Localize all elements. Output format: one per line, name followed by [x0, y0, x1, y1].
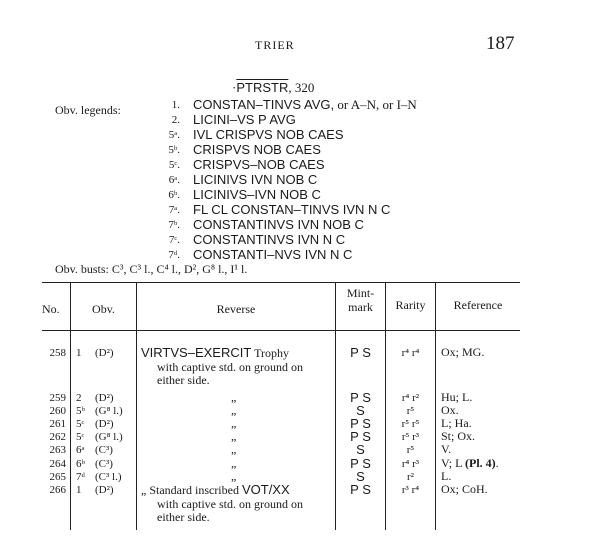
reverse-type: Trophy	[251, 346, 289, 360]
reverse-continuation: either side.	[157, 373, 210, 387]
legend-text: LICINIVS IVN NOB C	[193, 172, 318, 187]
reference-text: V; L	[441, 456, 462, 470]
row-number: 266	[49, 484, 66, 496]
row-number: 259	[49, 392, 66, 404]
plate-reference: (Pl. 4)	[465, 456, 496, 470]
legend-line	[193, 112, 296, 128]
legend-text: CONSTAN–TINVS AVG,	[193, 97, 335, 112]
legend-line	[193, 97, 417, 113]
mint-mark: P S	[350, 416, 371, 431]
rarity: r²	[407, 471, 414, 483]
mint-mark-str: $\overline{STR}$	[262, 80, 289, 95]
reverse-continuation: with captive std. on ground on	[157, 497, 303, 511]
legend-text: CONSTANTINVS IVN N C	[193, 232, 346, 247]
legend-key: 7ᵃ.	[168, 204, 180, 216]
legend-key: 6ᵃ.	[168, 174, 180, 186]
table-header-rule	[42, 330, 520, 331]
legend-text: LICINIVS–IVN NOB C	[193, 187, 321, 202]
legend-text: CRISPVS NOB CAES	[193, 142, 321, 157]
header-reverse: Reverse	[216, 302, 256, 316]
reference-text: L.	[441, 469, 452, 483]
row-number: 263	[49, 444, 66, 456]
mint-mark-date: , 320	[288, 80, 315, 95]
row-number: 265	[49, 471, 66, 483]
obv-legend-ref: 5ᶜ	[76, 418, 85, 430]
mint-mark: S	[356, 442, 365, 457]
mint-mark: P S	[350, 390, 371, 405]
legend-line	[193, 217, 364, 233]
column-divider	[70, 282, 71, 530]
legend-key: 5ᵇ.	[168, 144, 180, 156]
row-number: 264	[49, 458, 66, 470]
ditto-standard: „ Standard inscribed	[141, 483, 242, 497]
legend-key: 5ᵃ.	[168, 129, 180, 141]
obv-legend-ref: 6ᵃ	[76, 444, 85, 456]
mint-mark: S	[356, 403, 365, 418]
rarity: r⁵ r³	[401, 431, 420, 443]
legend-text: IVL CRISPVS NOB CAES	[193, 127, 344, 142]
header-reference: Reference	[453, 298, 503, 312]
rarity: r³ r⁴	[401, 484, 420, 496]
mint-mark: S	[356, 469, 365, 484]
legend-line	[193, 247, 352, 263]
reference-text: Ox.	[441, 403, 459, 417]
obv-bust-ref: (D²)	[95, 392, 114, 404]
legend-line	[193, 157, 325, 173]
mint-mark: P S	[350, 482, 371, 497]
ditto-mark: „	[231, 390, 237, 404]
obv-bust-ref: (C³)	[95, 458, 113, 470]
obv-legend-ref: 6ᵇ	[76, 458, 85, 470]
obv-bust-ref: (G⁸ l.)	[95, 405, 123, 417]
row-number: 258	[49, 347, 66, 359]
obv-bust-ref: (G⁸ l.)	[95, 431, 123, 443]
reference-text: Ox; CoH.	[441, 482, 488, 496]
page-number: 187	[486, 33, 515, 54]
obv-legend-ref: 1	[76, 484, 82, 496]
reference-text: Hu; L.	[441, 390, 473, 404]
ditto-mark: „	[231, 403, 237, 417]
obv-legend-ref: 2	[76, 392, 82, 404]
running-head: TRIER	[255, 38, 295, 52]
legend-line	[193, 232, 345, 248]
header-mintmark: Mint- mark	[346, 286, 375, 314]
column-divider	[136, 282, 137, 530]
obv-legend-ref: 5ᶜ	[76, 431, 85, 443]
reverse-legend: VIRTVS–EXERCIT	[141, 345, 252, 360]
reference-text: L; Ha.	[441, 416, 472, 430]
legend-text: CONSTANTI–NVS IVN N C	[193, 247, 353, 262]
obv-legend-ref: 7ᵈ	[76, 471, 85, 483]
ditto-mark: „	[231, 469, 237, 483]
mint-mark: P S	[350, 456, 371, 471]
header-no: No.	[42, 302, 60, 316]
rarity: r⁴ r²	[401, 392, 420, 404]
legend-key: 5ᶜ.	[168, 159, 180, 171]
reference	[441, 482, 488, 497]
legend-line	[193, 172, 317, 188]
obv-bust-ref: (D²)	[95, 347, 114, 359]
table-top-rule	[42, 282, 520, 283]
legend-key: 7ᶜ.	[168, 234, 180, 246]
legend-variants: or A–N, or I–N	[334, 97, 417, 112]
row-number: 262	[49, 431, 66, 443]
rarity: r⁵	[406, 405, 415, 417]
column-divider	[435, 282, 436, 530]
rarity: r⁵ r⁵	[401, 418, 420, 430]
mint-mark: P S	[350, 429, 371, 444]
legend-line	[193, 127, 344, 143]
legend-text: LICINI–VS P AVG	[193, 112, 296, 127]
rarity: r⁵	[406, 444, 415, 456]
ditto-mark: „	[231, 429, 237, 443]
ditto-mark: „	[231, 442, 237, 456]
mint-mark-line: $\cdot\overline{PTR}\overline{STR}$, 320	[232, 80, 315, 95]
ditto-mark: „	[231, 416, 237, 430]
reverse-continuation: either side.	[157, 510, 210, 524]
reverse-description	[141, 482, 290, 498]
header-obv: Obv.	[92, 302, 115, 316]
reference-text: Ox; MG.	[441, 345, 485, 359]
header-rarity: Rarity	[395, 298, 426, 312]
obv-bust-ref: (C³ l.)	[95, 471, 122, 483]
obv-bust-ref: (D²)	[95, 418, 114, 430]
obv-bust-ref: (D²)	[95, 484, 114, 496]
legend-key: 1.	[171, 99, 180, 111]
legend-key: 2.	[171, 114, 180, 126]
obv-legends-label: Obv. legends:	[55, 103, 121, 117]
legend-key: 7ᵈ.	[168, 249, 180, 261]
ditto-mark: „	[231, 456, 237, 470]
reference-text: St; Ox.	[441, 429, 476, 443]
mint-mark: P S	[350, 345, 371, 360]
row-number: 260	[49, 405, 66, 417]
reverse-legend: VOT/XX	[241, 482, 290, 497]
row-number: 261	[49, 418, 66, 430]
obv-legend-ref: 1	[76, 347, 82, 359]
legend-line	[193, 142, 321, 158]
obv-legend-ref: 5ᵇ	[76, 405, 85, 417]
legend-text: CRISPVS–NOB CAES	[193, 157, 325, 172]
reverse-description	[141, 345, 289, 361]
mint-mark-ptr: $\overline{PTR}$	[236, 80, 263, 95]
reference-text: V.	[441, 442, 452, 456]
reference	[441, 345, 484, 360]
reference-end: .	[495, 456, 499, 470]
legend-text: CONSTANTINVS IVN NOB C	[193, 217, 364, 232]
rarity: r⁴ r³	[401, 458, 420, 470]
legend-key: 6ᵇ.	[168, 189, 180, 201]
reverse-continuation: with captive std. on ground on	[157, 360, 303, 374]
obv-busts-values: C³, C³ l., C⁴ l., D², G⁸ l., I¹ l.	[111, 262, 248, 276]
rarity: r⁴ r⁴	[401, 347, 420, 359]
legend-text: FL CL CONSTAN–TINVS IVN N C	[193, 202, 391, 217]
obv-busts-label: Obv. busts:	[55, 262, 109, 276]
reference	[441, 442, 451, 457]
legend-line	[193, 187, 321, 203]
legend-line	[193, 202, 390, 218]
obv-bust-ref: (C³)	[95, 444, 113, 456]
legend-key: 7ᵇ.	[168, 219, 180, 231]
obv-busts-line	[55, 262, 247, 277]
